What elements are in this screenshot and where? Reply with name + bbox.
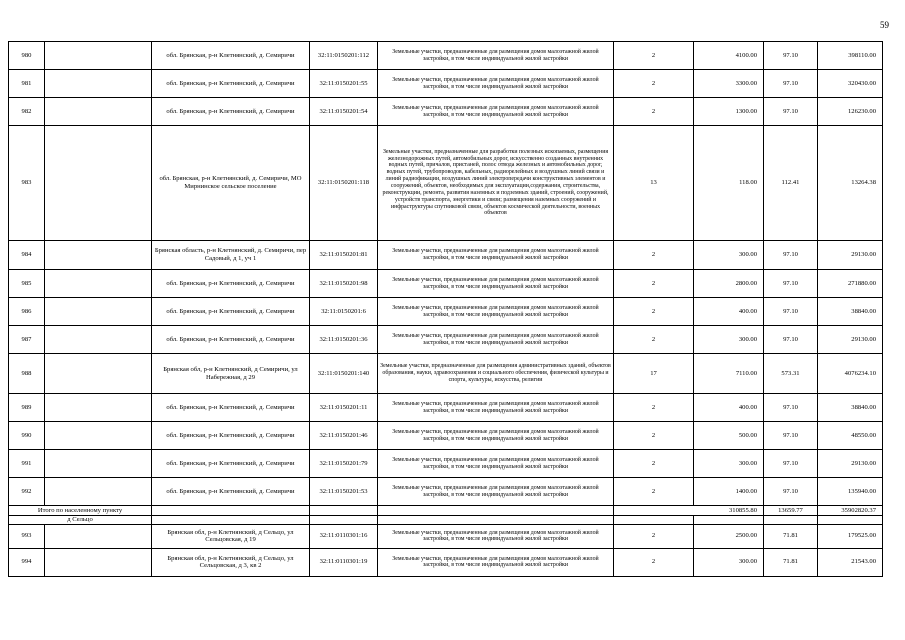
summary-rate: 13659.77 <box>764 506 818 516</box>
rate-cell: 112.41 <box>764 126 818 241</box>
table-row <box>9 394 883 422</box>
category-cell: 2 <box>614 394 694 422</box>
cadastral-number-cell: 32:11:0110301:16 <box>310 524 378 548</box>
cadastral-number-cell: 32:11:0150201:36 <box>310 326 378 354</box>
summary-label: Итого по населенному пункту <box>9 506 152 516</box>
rate-cell: 97.10 <box>764 422 818 450</box>
summary-value: 35902820.37 <box>818 506 883 516</box>
category-cell: 2 <box>614 422 694 450</box>
area-cell: 400.00 <box>694 394 764 422</box>
land-use-cell: Земельные участки, предназначенные для размещения домов малоэтажной жилой застройки, в том числе индивидуальной жилой застройки <box>378 98 614 126</box>
table-row <box>9 478 883 506</box>
land-use-cell: Земельные участки, предназначенные для размещения домов малоэтажной жилой застройки, в том числе индивидуальной жилой застройки <box>378 42 614 70</box>
value-cell: 48550.00 <box>818 422 883 450</box>
cadastral-number-cell: 32:11:0150201:54 <box>310 98 378 126</box>
cadastral-number-cell: 32:11:0150201:53 <box>310 478 378 506</box>
area-cell: 400.00 <box>694 298 764 326</box>
table-row <box>9 126 883 241</box>
row-number-cell: 981 <box>9 70 45 98</box>
category-cell: 17 <box>614 354 694 394</box>
cadastral-number-cell: 32:11:0150201:6 <box>310 298 378 326</box>
value-cell: 4076234.10 <box>818 354 883 394</box>
rate-cell: 71.81 <box>764 548 818 576</box>
table-row <box>9 270 883 298</box>
area-cell: 300.00 <box>694 450 764 478</box>
summary-area: 310855.80 <box>614 506 764 516</box>
category-cell: 2 <box>614 270 694 298</box>
value-cell: 179525.00 <box>818 524 883 548</box>
row-number-cell: 985 <box>9 270 45 298</box>
row-number-cell: 991 <box>9 450 45 478</box>
category-cell: 2 <box>614 478 694 506</box>
cadastral-number-cell: 32:11:0150201:118 <box>310 126 378 241</box>
page-number: 59 <box>880 20 889 30</box>
land-use-cell: Земельные участки, предназначенные для размещения домов малоэтажной жилой застройки, в том числе индивидуальной жилой застройки <box>378 450 614 478</box>
settlement-row <box>9 516 883 525</box>
row-number-cell: 990 <box>9 422 45 450</box>
area-cell: 118.00 <box>694 126 764 241</box>
empty-cell <box>818 516 883 525</box>
empty-cell <box>45 394 152 422</box>
cadastral-number-cell: 32:11:0150201:81 <box>310 241 378 270</box>
area-cell: 500.00 <box>694 422 764 450</box>
empty-cell <box>45 241 152 270</box>
address-cell: обл. Брянская, р-н Клетнянский, д. Семиричи <box>152 70 310 98</box>
rate-cell: 97.10 <box>764 270 818 298</box>
empty-cell <box>45 326 152 354</box>
value-cell: 21543.00 <box>818 548 883 576</box>
row-number-cell: 992 <box>9 478 45 506</box>
empty-cell <box>45 450 152 478</box>
land-use-cell: Земельные участки, предназначенные для размещения домов малоэтажной жилой застройки, в том числе индивидуальной жилой застройки <box>378 394 614 422</box>
empty-cell <box>310 506 378 516</box>
empty-cell <box>764 516 818 525</box>
area-cell: 3300.00 <box>694 70 764 98</box>
cadastral-number-cell: 32:11:0150201:11 <box>310 394 378 422</box>
empty-cell <box>45 42 152 70</box>
rate-cell: 97.10 <box>764 450 818 478</box>
empty-cell <box>152 506 310 516</box>
rate-cell: 573.31 <box>764 354 818 394</box>
address-cell: Брянская обл, р-н Клетнянский, д Сельцо, ул Сельцовская, д 19 <box>152 524 310 548</box>
empty-cell <box>45 524 152 548</box>
empty-cell <box>45 548 152 576</box>
table-row <box>9 450 883 478</box>
value-cell: 29130.00 <box>818 326 883 354</box>
category-cell: 2 <box>614 241 694 270</box>
land-use-cell: Земельные участки, предназначенные для разработки полезных ископаемых, размещения железнодорожных путей, автомобильных дорог, искусственно созданных внутренних водных путей, причалов, пристаней, полос отвода железных и автомобильных дорог, водных путей, трубопроводов, кабельных, радиорелейных и воздушных линий связи и линий радиофикации, воздушных линий электропередачи конструктивных элементов и сооружений, объектов, необходимых для эксплуатации,содержания, строительства, реконструкции, ремонта, развития наземных и подземных зданий, строений, сооружений, устройств транспорта, энергетики и связи; размещения наземных сооружений и инфраструктуры спутниковой связи, объектов космической деятельности, военных объектов <box>378 126 614 241</box>
value-cell: 320430.00 <box>818 70 883 98</box>
rate-cell: 71.81 <box>764 524 818 548</box>
empty-cell <box>45 422 152 450</box>
address-cell: обл. Брянская, р-н Клетнянский, д. Семиричи <box>152 298 310 326</box>
address-cell: обл. Брянская, р-н Клетнянский, д. Семиричи <box>152 326 310 354</box>
cadastral-number-cell: 32:11:0150201:98 <box>310 270 378 298</box>
value-cell: 29130.00 <box>818 241 883 270</box>
category-cell: 2 <box>614 42 694 70</box>
row-number-cell: 993 <box>9 524 45 548</box>
value-cell: 29130.00 <box>818 450 883 478</box>
table-row <box>9 298 883 326</box>
table-row <box>9 548 883 576</box>
area-cell: 7110.00 <box>694 354 764 394</box>
summary-row <box>9 506 883 516</box>
cadastral-number-cell: 32:11:0110301:19 <box>310 548 378 576</box>
rate-cell: 97.10 <box>764 394 818 422</box>
row-number-cell: 987 <box>9 326 45 354</box>
table-row <box>9 354 883 394</box>
row-number-cell: 986 <box>9 298 45 326</box>
value-cell: 398110.00 <box>818 42 883 70</box>
value-cell: 13264.38 <box>818 126 883 241</box>
rate-cell: 97.10 <box>764 298 818 326</box>
settlement-name: д Сельцо <box>9 516 152 525</box>
area-cell: 2500.00 <box>694 524 764 548</box>
rate-cell: 97.10 <box>764 70 818 98</box>
value-cell: 126230.00 <box>818 98 883 126</box>
land-use-cell: Земельные участки, предназначенные для размещения административных зданий, объектов образования, науки, здравоохранения и социального обеспечения, физической культуры и спорта, культуры, искусства, религии <box>378 354 614 394</box>
empty-cell <box>310 516 378 525</box>
land-use-cell: Земельные участки, предназначенные для размещения домов малоэтажной жилой застройки, в том числе индивидуальной жилой застройки <box>378 241 614 270</box>
table-row <box>9 70 883 98</box>
empty-cell <box>45 298 152 326</box>
address-cell: обл. Брянская, р-н Клетнянский, д. Семиричи, МО Мирнинское сельское поселение <box>152 126 310 241</box>
land-use-cell: Земельные участки, предназначенные для размещения домов малоэтажной жилой застройки, в том числе индивидуальной жилой застройки <box>378 548 614 576</box>
empty-cell <box>614 516 694 525</box>
address-cell: обл. Брянская, р-н Клетнянский, д. Семиричи <box>152 422 310 450</box>
category-cell: 13 <box>614 126 694 241</box>
rate-cell: 97.10 <box>764 241 818 270</box>
land-use-cell: Земельные участки, предназначенные для размещения домов малоэтажной жилой застройки, в том числе индивидуальной жилой застройки <box>378 270 614 298</box>
address-cell: обл. Брянская, р-н Клетнянский, д. Семиричи <box>152 394 310 422</box>
address-cell: обл. Брянская, р-н Клетнянский, д. Семиричи <box>152 478 310 506</box>
address-cell: обл. Брянская, р-н Клетнянский, д. Семиричи <box>152 450 310 478</box>
table-row <box>9 422 883 450</box>
land-plots-table <box>8 41 883 577</box>
area-cell: 300.00 <box>694 548 764 576</box>
empty-cell <box>378 516 614 525</box>
address-cell: обл. Брянская, р-н Клетнянский, д. Семиричи <box>152 42 310 70</box>
row-number-cell: 994 <box>9 548 45 576</box>
value-cell: 38840.00 <box>818 394 883 422</box>
category-cell: 2 <box>614 70 694 98</box>
empty-cell <box>152 516 310 525</box>
empty-cell <box>45 70 152 98</box>
cadastral-number-cell: 32:11:0150201:140 <box>310 354 378 394</box>
value-cell: 38840.00 <box>818 298 883 326</box>
category-cell: 2 <box>614 298 694 326</box>
empty-cell <box>45 478 152 506</box>
land-use-cell: Земельные участки, предназначенные для размещения домов малоэтажной жилой застройки, в том числе индивидуальной жилой застройки <box>378 326 614 354</box>
rate-cell: 97.10 <box>764 478 818 506</box>
row-number-cell: 982 <box>9 98 45 126</box>
land-use-cell: Земельные участки, предназначенные для размещения домов малоэтажной жилой застройки, в том числе индивидуальной жилой застройки <box>378 422 614 450</box>
category-cell: 2 <box>614 98 694 126</box>
cadastral-number-cell: 32:11:0150201:79 <box>310 450 378 478</box>
area-cell: 1300.00 <box>694 98 764 126</box>
cadastral-number-cell: 32:11:0150201:46 <box>310 422 378 450</box>
table-row <box>9 241 883 270</box>
value-cell: 135940.00 <box>818 478 883 506</box>
empty-cell <box>378 506 614 516</box>
area-cell: 300.00 <box>694 241 764 270</box>
land-use-cell: Земельные участки, предназначенные для размещения домов малоэтажной жилой застройки, в том числе индивидуальной жилой застройки <box>378 478 614 506</box>
value-cell: 271880.00 <box>818 270 883 298</box>
rate-cell: 97.10 <box>764 98 818 126</box>
area-cell: 1400.00 <box>694 478 764 506</box>
category-cell: 2 <box>614 524 694 548</box>
address-cell: обл. Брянская, р-н Клетнянский, д. Семиричи <box>152 98 310 126</box>
address-cell: обл. Брянская, р-н Клетнянский, д. Семиричи <box>152 270 310 298</box>
rate-cell: 97.10 <box>764 326 818 354</box>
area-cell: 300.00 <box>694 326 764 354</box>
table-row <box>9 326 883 354</box>
area-cell: 2800.00 <box>694 270 764 298</box>
address-cell: Брянская обл, р-н Клетнянский, д Семиричи, ул Набережная, д 29 <box>152 354 310 394</box>
row-number-cell: 983 <box>9 126 45 241</box>
row-number-cell: 988 <box>9 354 45 394</box>
category-cell: 2 <box>614 548 694 576</box>
empty-cell <box>45 98 152 126</box>
table-row <box>9 98 883 126</box>
land-use-cell: Земельные участки, предназначенные для размещения домов малоэтажной жилой застройки, в том числе индивидуальной жилой застройки <box>378 524 614 548</box>
rate-cell: 97.10 <box>764 42 818 70</box>
table-row <box>9 42 883 70</box>
land-use-cell: Земельные участки, предназначенные для размещения домов малоэтажной жилой застройки, в том числе индивидуальной жилой застройки <box>378 298 614 326</box>
cadastral-number-cell: 32:11:0150201:112 <box>310 42 378 70</box>
address-cell: Брянская обл, р-н Клетнянский, д Сельцо, ул Сельцовская, д 3, кв 2 <box>152 548 310 576</box>
row-number-cell: 989 <box>9 394 45 422</box>
empty-cell <box>45 126 152 241</box>
cadastral-number-cell: 32:11:0150201:55 <box>310 70 378 98</box>
row-number-cell: 980 <box>9 42 45 70</box>
category-cell: 2 <box>614 326 694 354</box>
category-cell: 2 <box>614 450 694 478</box>
land-use-cell: Земельные участки, предназначенные для размещения домов малоэтажной жилой застройки, в том числе индивидуальной жилой застройки <box>378 70 614 98</box>
area-cell: 4100.00 <box>694 42 764 70</box>
row-number-cell: 984 <box>9 241 45 270</box>
table-row <box>9 524 883 548</box>
empty-cell <box>45 270 152 298</box>
empty-cell <box>45 354 152 394</box>
empty-cell <box>694 516 764 525</box>
address-cell: Брянская область, р-н Клетнянский, д. Семиричи, пер Садовый, д 1, уч 1 <box>152 241 310 270</box>
